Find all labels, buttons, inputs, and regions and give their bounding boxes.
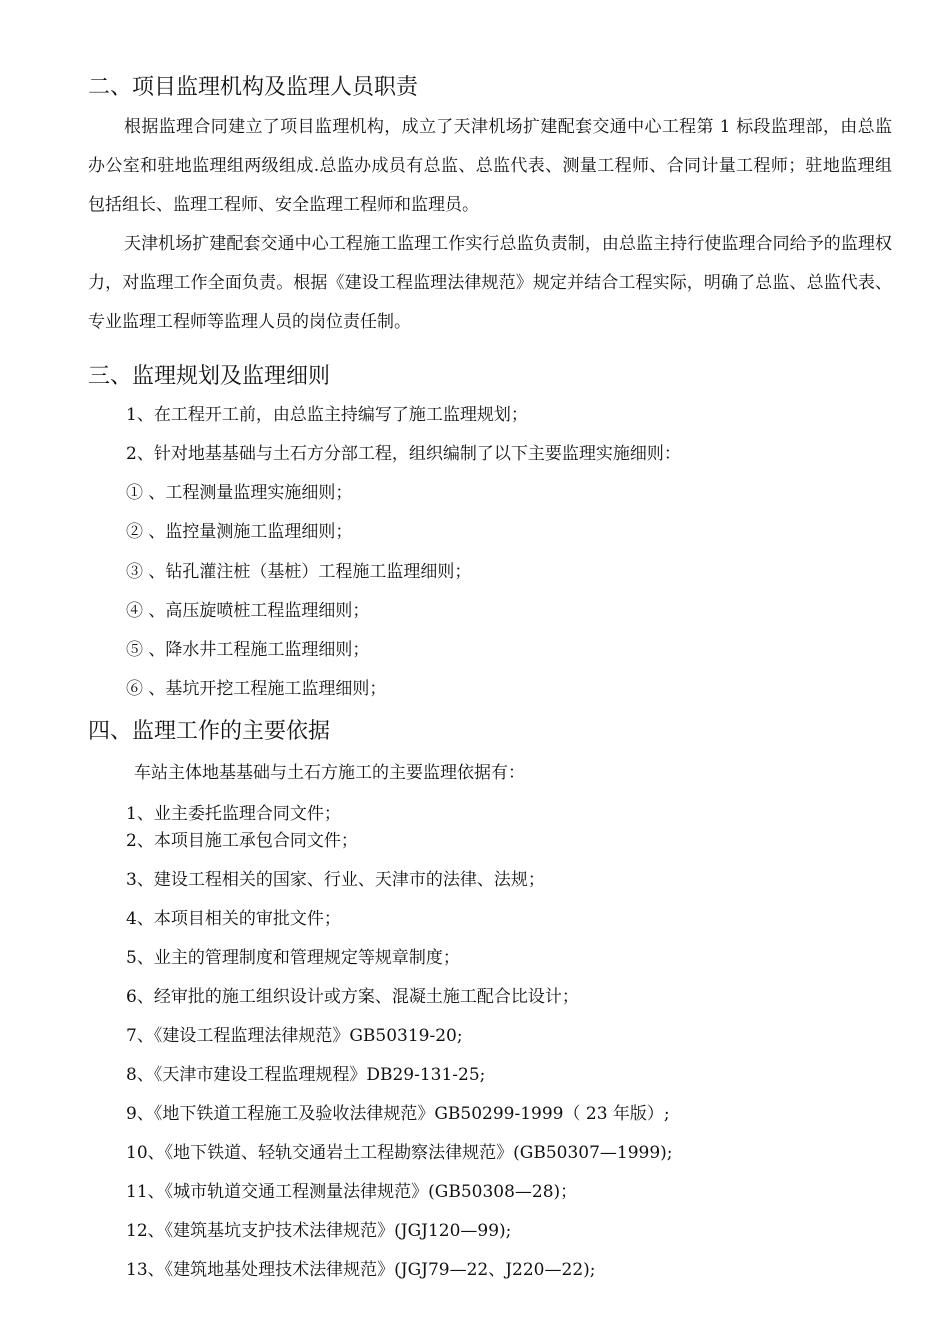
section-intro: 车站主体地基基础与土石方施工的主要监理依据有： — [134, 763, 525, 783]
list-item: 7、《建设工程监理法律规范》GB50319-20; — [126, 1026, 463, 1046]
list-item: 12、《建筑基坑支护技术法律规范》(JGJ120—99); — [126, 1221, 512, 1241]
list-item: ⑥ 、基坑开挖工程施工监理细则； — [126, 679, 387, 699]
list-item: 6、经审批的施工组织设计或方案、混凝土施工配合比设计； — [126, 987, 579, 1007]
list-item: ④ 、高压旋喷桩工程监理细则； — [126, 601, 370, 621]
list-item: 3、建设工程相关的国家、行业、天津市的法律、法规； — [126, 870, 545, 890]
list-item: 11、《城市轨道交通工程测量法律规范》(GB50308—28)； — [126, 1182, 578, 1202]
list-item: ① 、工程测量监理实施细则； — [126, 483, 353, 503]
list-item: 9、《地下铁道工程施工及验收法律规范》GB50299-1999（ 23 年版）; — [126, 1104, 670, 1124]
list-item: 1、在工程开工前，由总监主持编写了施工监理规划； — [126, 405, 528, 425]
list-item: 1、业主委托监理合同文件； — [126, 804, 341, 824]
list-item: 4、本项目相关的审批文件； — [126, 909, 341, 929]
section-heading-3: 三、监理规划及监理细则 — [88, 364, 331, 389]
list-item: ⑤ 、降水井工程施工监理细则； — [126, 640, 370, 660]
list-item: 10、《地下铁道、轻轨交通岩土工程勘察法律规范》(GB50307—1999); — [126, 1143, 673, 1163]
list-item: ② 、监控量测施工监理细则； — [126, 522, 353, 542]
list-item: 2、本项目施工承包合同文件； — [126, 831, 358, 851]
paragraph-organization: 根据监理合同建立了项目监理机构，成立了天津机场扩建配套交通中心工程第 1 标段监理部，由总监办公室和驻地监理组两级组成.总监办成员有总监、总监代表、测量工程师、合同计量工程师；驻地监理组包括组长、监理工程师、安全监理工程师和监理员。 — [88, 117, 892, 215]
paragraph-responsibility: 天津机场扩建配套交通中心工程施工监理工作实行总监负责制，由总监主持行使监理合同给予的监理权力，对监理工作全面负责。根据《建设工程监理法律规范》规定并结合工程实际，明确了总监、总监代表、专业监理工程师等监理人员的岗位责任制。 — [88, 234, 892, 332]
list-item: 8、《天津市建设工程监理规程》DB29-131-25; — [126, 1065, 486, 1085]
list-item: 13、《建筑地基处理技术法律规范》(JGJ79—22、J220—22); — [126, 1260, 596, 1280]
section-heading-4: 四、监理工作的主要依据 — [88, 719, 331, 744]
list-item: 2、针对地基基础与土石方分部工程，组织编制了以下主要监理实施细则： — [126, 444, 681, 464]
list-item: 5、业主的管理制度和管理规定等规章制度； — [126, 948, 460, 968]
section-heading-2: 二、项目监理机构及监理人员职责 — [88, 75, 419, 100]
list-item: ③ 、钻孔灌注桩（基桩）工程施工监理细则； — [126, 562, 472, 582]
